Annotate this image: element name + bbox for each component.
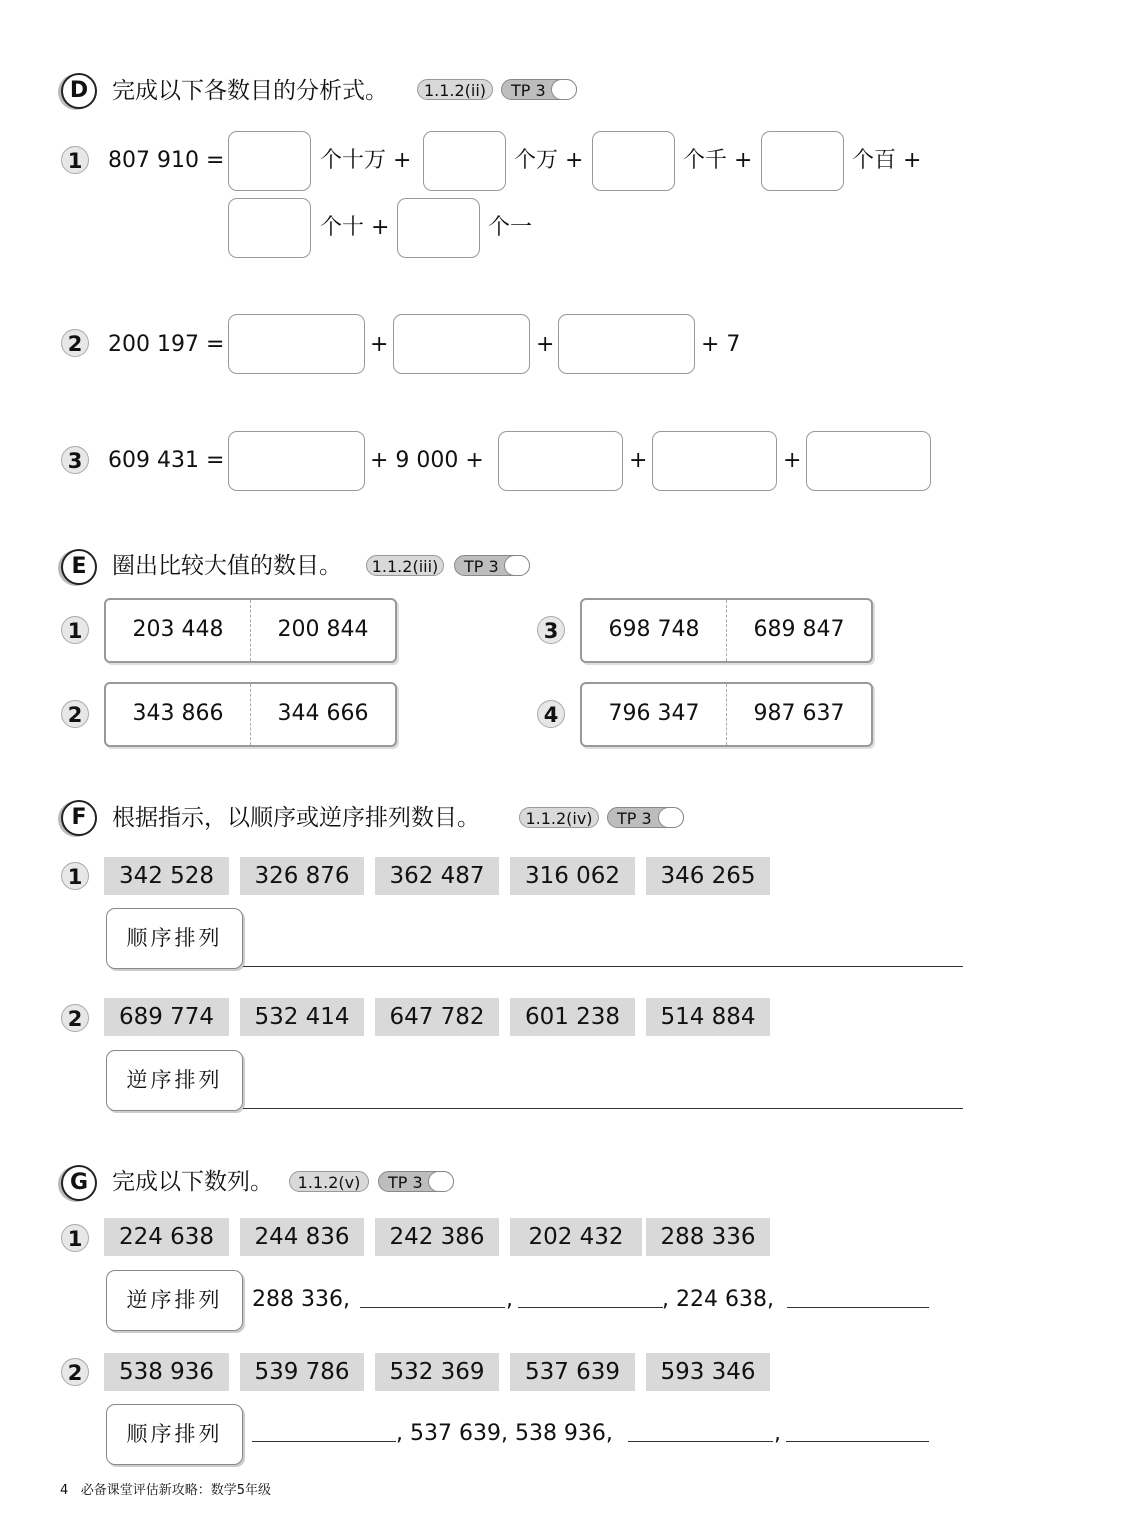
question-number: 3: [537, 616, 565, 644]
section-e-tag: 1.1.2(iii): [366, 555, 444, 576]
answer-line[interactable]: [628, 1441, 773, 1442]
answer-box[interactable]: [558, 314, 695, 374]
number-option[interactable]: 203 448: [106, 600, 251, 661]
number-option[interactable]: 344 666: [277, 701, 369, 726]
page-number: 4: [60, 1483, 69, 1498]
section-f-letter: F: [61, 800, 97, 836]
answer-box[interactable]: [498, 431, 623, 491]
number-cell: 342 528: [104, 857, 229, 895]
answer-box[interactable]: [228, 198, 311, 258]
section-g-tag: 1.1.2(v): [289, 1171, 369, 1192]
expression: 807 910 =: [108, 148, 225, 173]
question-number: 2: [61, 700, 89, 728]
question-number: 1: [61, 1224, 89, 1252]
answer-line[interactable]: [243, 966, 963, 967]
tp-label: TP 3: [617, 809, 652, 828]
unit-label: 个千 +: [683, 148, 753, 173]
order-label: 逆序排列: [106, 1270, 243, 1331]
number-cell: 647 782: [375, 998, 499, 1036]
question-number: 3: [61, 446, 89, 474]
number-cell: 244 836: [240, 1218, 364, 1256]
sequence-text: 288 336,: [252, 1287, 350, 1312]
answer-box[interactable]: [393, 314, 530, 374]
unit-label: 个十 +: [320, 215, 390, 240]
number-cell: 689 774: [104, 998, 229, 1036]
number-cell: 593 346: [646, 1353, 770, 1391]
number-cell: 514 884: [646, 998, 770, 1036]
sequence-text: , 537 639, 538 936,: [396, 1421, 613, 1446]
number-cell: 224 638: [104, 1218, 229, 1256]
question-number: 2: [61, 329, 89, 357]
number-option[interactable]: 343 866: [106, 684, 251, 745]
tp-label: TP 3: [464, 557, 499, 576]
compare-pair: [580, 682, 873, 747]
order-label: 顺序排列: [106, 1404, 243, 1465]
plus-sign: +: [783, 448, 802, 473]
answer-line[interactable]: [518, 1307, 663, 1308]
section-g-title: 完成以下数列。: [112, 1169, 273, 1195]
number-option[interactable]: 200 844: [277, 617, 369, 642]
section-f-title: 根据指示，以顺序或逆序排列数目。: [112, 805, 480, 831]
unit-label: 个万 +: [514, 148, 584, 173]
number-cell: 532 369: [375, 1353, 499, 1391]
compare-pair: [104, 682, 397, 747]
section-f-tp: [607, 807, 684, 828]
tp-label: TP 3: [511, 81, 546, 100]
expression: 200 197 =: [108, 332, 225, 357]
sequence-comma: ,: [506, 1287, 513, 1312]
answer-box[interactable]: [761, 131, 844, 191]
number-cell: 316 062: [510, 857, 635, 895]
question-number: 1: [61, 146, 89, 174]
answer-line[interactable]: [786, 1441, 929, 1442]
answer-box[interactable]: [652, 431, 777, 491]
number-cell: 532 414: [240, 998, 364, 1036]
section-g-letter: G: [61, 1165, 97, 1201]
compare-pair: [104, 598, 397, 663]
section-d-tp: [501, 79, 577, 100]
number-cell: 601 238: [510, 998, 635, 1036]
section-g-tp: [378, 1171, 454, 1192]
number-cell: 242 386: [375, 1218, 499, 1256]
section-e-tp: [454, 555, 530, 576]
answer-box[interactable]: [228, 431, 365, 491]
section-d-tag: 1.1.2(ii): [417, 79, 493, 100]
tp-label: TP 3: [388, 1173, 423, 1192]
tail-term: + 7: [701, 332, 741, 357]
unit-label: 个一: [488, 215, 533, 240]
compare-pair: [580, 598, 873, 663]
answer-line[interactable]: [360, 1307, 505, 1308]
question-number: 1: [61, 862, 89, 890]
question-number: 1: [61, 616, 89, 644]
question-number: 4: [537, 700, 565, 728]
page-footer: [60, 1479, 271, 1498]
number-cell: 537 639: [510, 1353, 635, 1391]
number-option[interactable]: 796 347: [582, 684, 727, 745]
number-option[interactable]: 689 847: [753, 617, 845, 642]
plus-sign: +: [629, 448, 648, 473]
answer-box[interactable]: [228, 314, 365, 374]
number-cell: 202 432: [510, 1218, 642, 1256]
section-e-letter: E: [61, 549, 97, 585]
number-cell: 346 265: [646, 857, 770, 895]
question-number: 2: [61, 1004, 89, 1032]
book-title: 必备课堂评估新攻略：数学5年级: [80, 1483, 271, 1498]
unit-label: 个百 +: [852, 148, 922, 173]
answer-line[interactable]: [787, 1307, 929, 1308]
answer-line[interactable]: [252, 1441, 396, 1442]
number-option[interactable]: 698 748: [582, 600, 727, 661]
section-d-title: 完成以下各数目的分析式。: [112, 78, 388, 104]
number-cell: 326 876: [240, 857, 364, 895]
order-label: 顺序排列: [106, 908, 243, 969]
answer-box[interactable]: [423, 131, 506, 191]
expression: 609 431 =: [108, 448, 225, 473]
plus-sign: +: [536, 332, 555, 357]
sequence-comma: ,: [774, 1421, 781, 1446]
number-cell: 539 786: [240, 1353, 364, 1391]
section-e-title: 圈出比较大值的数目。: [112, 553, 342, 579]
middle-term: + 9 000 +: [370, 448, 484, 473]
section-f-tag: 1.1.2(iv): [519, 807, 599, 828]
number-cell: 288 336: [646, 1218, 770, 1256]
number-cell: 538 936: [104, 1353, 229, 1391]
section-d-letter: D: [61, 73, 97, 109]
sequence-text: , 224 638,: [662, 1287, 774, 1312]
answer-box[interactable]: [592, 131, 675, 191]
answer-box[interactable]: [228, 131, 311, 191]
number-option[interactable]: 987 637: [753, 701, 845, 726]
plus-sign: +: [370, 332, 389, 357]
answer-box[interactable]: [806, 431, 931, 491]
question-number: 2: [61, 1358, 89, 1386]
answer-line[interactable]: [243, 1108, 963, 1109]
order-label: 逆序排列: [106, 1050, 243, 1111]
number-cell: 362 487: [375, 857, 499, 895]
unit-label: 个十万 +: [320, 148, 412, 173]
answer-box[interactable]: [397, 198, 480, 258]
